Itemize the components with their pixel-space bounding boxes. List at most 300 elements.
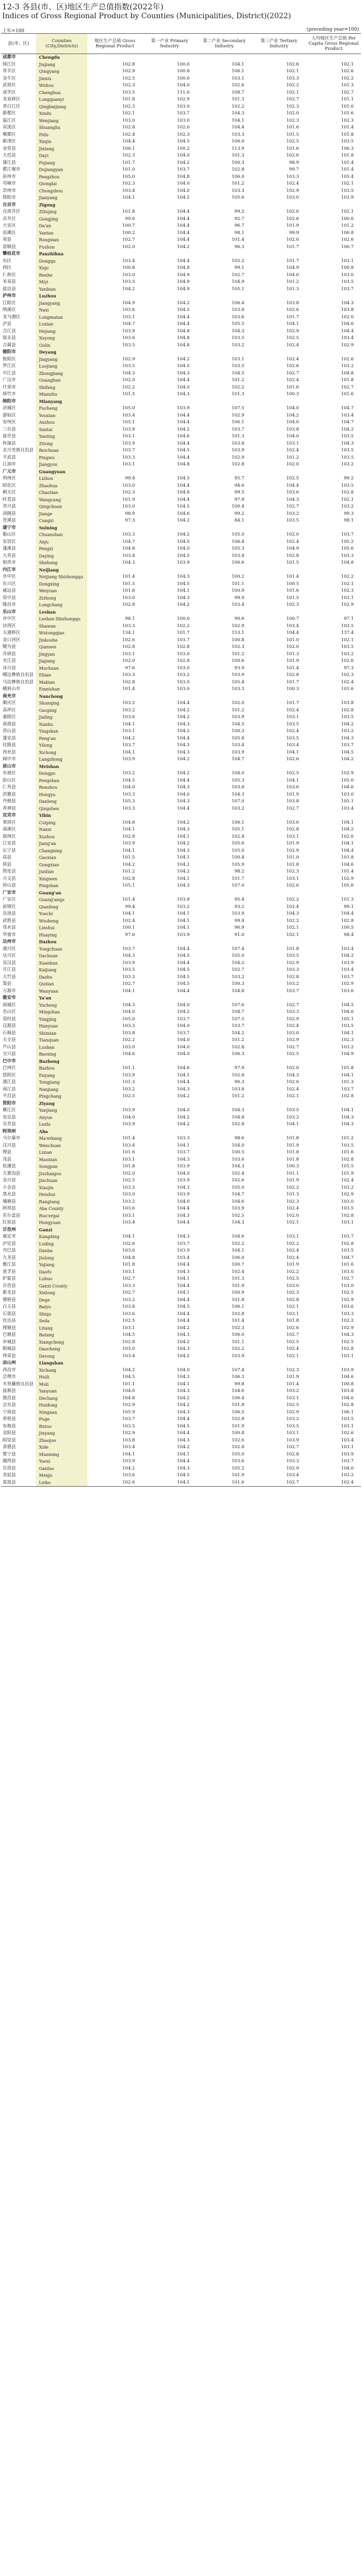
cell-tertiary: 104.9 (286, 265, 299, 270)
cell-grp: 103.3 (122, 532, 135, 537)
cell-tertiary: 101.8 (286, 862, 299, 867)
cell-county-en: Jingyang (36, 356, 87, 363)
cell-per-capita: 103.8 (341, 700, 354, 706)
cell-secondary: 102.2 (231, 1241, 244, 1246)
cell-secondary: 99.9 (234, 595, 244, 601)
cell-per-capita: 103.5 (341, 454, 354, 460)
table-row (1, 244, 361, 251)
cell-county-en: Jiange (36, 511, 87, 518)
cell-primary: 104.5 (177, 974, 190, 980)
cell-tertiary (252, 1100, 306, 1108)
cell-county-cn: 会理市 (3, 1374, 16, 1380)
cell-tertiary (252, 1227, 306, 1234)
cell-county-en: Jintang (36, 146, 87, 153)
region-row (1, 1227, 361, 1234)
cell-secondary: 103.9 (231, 1206, 244, 1211)
table-row (1, 300, 361, 307)
cell-grp: 103.1 (122, 314, 135, 320)
cell-primary: 104.0 (177, 1023, 190, 1029)
cell-grp (87, 812, 142, 819)
table-row (1, 960, 361, 967)
cell-county-cn: 中江县 (3, 370, 16, 376)
cell-county-en: Yanyuan (36, 1388, 87, 1395)
cell-county-en: Zitong (36, 440, 87, 448)
cell-primary: 104.6 (177, 511, 190, 516)
cell-county-en: Mingshan (36, 1009, 87, 1016)
cell-primary: 111.6 (177, 89, 190, 95)
cell-county-cn: 广安区 (3, 897, 16, 902)
table-row (1, 61, 361, 69)
cell-tertiary: 101.3 (286, 286, 299, 292)
cell-per-capita: 103.7 (341, 532, 354, 537)
cell-tertiary: 101.4 (286, 1381, 299, 1387)
cell-per-capita: 104.7 (341, 1255, 354, 1260)
cell-primary: 104.5 (177, 363, 190, 369)
cell-primary: 104.1 (177, 1290, 190, 1295)
table-row (1, 75, 361, 83)
table-row (1, 447, 361, 454)
cell-grp: 102.0 (122, 378, 135, 383)
cell-grp (87, 567, 142, 574)
cell-grp: 103.1 (122, 728, 135, 734)
cell-primary: 104.2 (177, 714, 190, 720)
cell-primary (142, 1360, 197, 1367)
cell-per-capita: 103.0 (341, 1283, 354, 1289)
table-body (1, 54, 361, 1487)
cell-primary: 103.2 (177, 904, 190, 909)
cell-primary: 103.0 (177, 665, 190, 671)
cell-tertiary: 102.9 (286, 1409, 299, 1415)
cell-tertiary (252, 1360, 306, 1367)
cell-county-en: Chenghua (36, 89, 87, 97)
cell-tertiary: 102.4 (286, 1248, 299, 1253)
cell-tertiary: 102.8 (286, 974, 299, 980)
cell-grp: 103.6 (122, 1248, 135, 1253)
table-row (1, 1072, 361, 1079)
cell-county-en: Guang'an (36, 890, 87, 897)
cell-primary: 104.4 (177, 960, 190, 966)
cell-secondary: 102.9 (231, 623, 244, 629)
cell-per-capita (306, 349, 361, 356)
cell-county-en: Jianyang (36, 194, 87, 202)
cell-tertiary: 102.4 (286, 181, 299, 186)
cell-county-en: Yanting (36, 433, 87, 440)
cell-per-capita: 104.2 (341, 757, 354, 762)
cell-county-en: Pujiang (36, 160, 87, 167)
cell-county-cn: 芦山县 (3, 1044, 16, 1050)
cell-tertiary: 102.8 (286, 827, 299, 832)
cell-county-en: Linshui (36, 925, 87, 932)
cell-secondary: 84.1 (234, 518, 244, 523)
cell-county-en: Aba (36, 1128, 87, 1136)
cell-tertiary: 102.7 (286, 504, 299, 509)
cell-per-capita: 102.1 (341, 181, 354, 186)
table-title-en: Indices of Gross Regional Product by Counties (Municipalities, District)(2022) (2, 12, 291, 20)
cell-per-capita: 101.3 (341, 83, 354, 88)
cell-county-cn: 布拖县 (3, 1423, 16, 1429)
cell-county-en: Shuangliu (36, 124, 87, 132)
cell-tertiary: 101.7 (286, 314, 299, 320)
cell-county-en: Jinchuan (36, 1177, 87, 1185)
table-row (1, 1269, 361, 1276)
cell-county-en: Wutongqiao (36, 630, 87, 637)
cell-county-cn: 米易县 (3, 279, 16, 284)
cell-grp: 104.3 (122, 560, 135, 565)
cell-primary: 102.0 (177, 125, 190, 130)
cell-secondary: 104.8 (231, 1114, 244, 1120)
cell-grp: 101.6 (122, 1150, 135, 1155)
cell-secondary: 102.5 (231, 1213, 244, 1218)
cell-county-cn: 高坪区 (3, 707, 16, 713)
cell-per-capita: 105.1 (341, 1016, 354, 1022)
cell-secondary: 104.7 (231, 1192, 244, 1197)
cell-county-cn: 郫都区 (3, 132, 16, 137)
table-row (1, 405, 361, 412)
cell-primary: 104.5 (177, 953, 190, 958)
cell-primary: 104.5 (177, 448, 190, 453)
cell-county-en: Jiangyang (36, 300, 87, 307)
cell-tertiary: 100.3 (286, 686, 299, 692)
cell-secondary: 103.9 (231, 749, 244, 755)
table-row (1, 1219, 361, 1227)
cell-primary: 104.8 (177, 462, 190, 467)
cell-secondary (197, 567, 252, 574)
cell-per-capita: 103.1 (341, 1353, 354, 1359)
cell-primary (142, 567, 197, 574)
cell-grp (87, 995, 142, 1002)
cell-primary: 103.0 (177, 103, 190, 109)
cell-county-cn: 泸定县 (3, 1241, 16, 1246)
cell-primary: 104.0 (177, 1367, 190, 1373)
cell-grp: 103.9 (122, 328, 135, 334)
cell-per-capita (306, 1128, 361, 1136)
cell-secondary: 100.3 (231, 728, 244, 734)
cell-county-cn: 石棉县 (3, 1030, 16, 1036)
cell-secondary: 104.2 (231, 960, 244, 966)
cell-county-cn: 船山区 (3, 532, 16, 537)
cell-county-cn: 成华区 (3, 89, 16, 95)
cell-tertiary: 102.1 (286, 1353, 299, 1359)
cell-primary: 104.5 (177, 967, 190, 972)
cell-tertiary: 104.9 (286, 546, 299, 551)
cell-primary: 104.4 (177, 497, 190, 502)
cell-primary: 104.2 (177, 728, 190, 734)
cell-county-cn: 大安区 (3, 223, 16, 228)
cell-grp (87, 469, 142, 476)
cell-per-capita: 101.8 (341, 132, 354, 137)
cell-per-capita: 102.8 (341, 1241, 354, 1246)
cell-tertiary: 103.4 (286, 623, 299, 629)
cell-per-capita: 103.1 (341, 595, 354, 601)
table-row (1, 1037, 361, 1044)
table-row (1, 742, 361, 749)
cell-county-cn: 巴塘县 (3, 1332, 16, 1337)
cell-grp: 104.7 (122, 539, 135, 544)
cell-county-cn: 沿滩区 (3, 230, 16, 236)
cell-grp: 102.3 (122, 103, 135, 109)
cell-county-cn: 金川县 (3, 1178, 16, 1183)
table-row (1, 588, 361, 595)
cell-tertiary: 103.1 (286, 1395, 299, 1401)
cell-county-en: Muli (36, 1381, 87, 1388)
cell-secondary: 99.2 (234, 511, 244, 516)
cell-per-capita: 103.4 (341, 805, 354, 811)
cell-grp: 101.8 (122, 97, 135, 102)
table-row (1, 1423, 361, 1430)
cell-grp: 103.5 (122, 342, 135, 348)
table-row (1, 426, 361, 434)
cell-per-capita: 103.0 (341, 791, 354, 797)
cell-primary (142, 469, 197, 476)
cell-per-capita: 102.2 (341, 1318, 354, 1323)
cell-grp: 102.5 (122, 1318, 135, 1323)
cell-county-en: Yajiang (36, 1261, 87, 1269)
cell-tertiary: 102.7 (252, 1479, 306, 1487)
cell-county-en: Bazhong (36, 1058, 87, 1065)
cell-county-cn: 通川区 (3, 946, 16, 952)
cell-county-cn: 安岳县 (3, 1114, 16, 1120)
cell-secondary: 104.2 (231, 1030, 244, 1036)
table-row (1, 1381, 361, 1388)
cell-grp: 104.2 (122, 1465, 135, 1471)
cell-county-cn: 旌阳区 (3, 356, 16, 362)
region-row (1, 1058, 361, 1065)
cell-secondary: 101.4 (231, 1318, 244, 1323)
cell-tertiary: 104.3 (286, 911, 299, 916)
cell-tertiary: 103.1 (286, 1430, 299, 1436)
cell-county-en: Shiqu (36, 1311, 87, 1318)
cell-secondary: 106.0 (231, 1255, 244, 1260)
cell-secondary: 106.4 (231, 539, 244, 544)
cell-county-en: Bazhou (36, 1065, 87, 1072)
cell-grp: 103.9 (122, 757, 135, 762)
cell-county-en: Mianyang (36, 398, 87, 406)
cell-primary: 104.0 (177, 1170, 190, 1176)
cell-county-en: Huaying (36, 932, 87, 939)
cell-secondary: 104.8 (231, 988, 244, 994)
cell-primary: 104.3 (177, 1374, 190, 1380)
cell-per-capita: 104.6 (341, 785, 354, 790)
cell-per-capita: 102.6 (341, 237, 354, 242)
cell-county-cn: 丹棱县 (3, 799, 16, 804)
cell-primary: 104.3 (177, 721, 190, 727)
table-row (1, 82, 361, 89)
cell-grp: 103.1 (122, 651, 135, 657)
cell-secondary: 103.9 (231, 672, 244, 678)
cell-primary: 104.3 (177, 743, 190, 748)
table-row (1, 1191, 361, 1199)
cell-county-en: Cangxi (36, 517, 87, 525)
cell-county-en: Huidong (36, 1402, 87, 1409)
cell-primary: 104.3 (177, 1332, 190, 1337)
cell-per-capita: 102.9 (341, 981, 354, 986)
cell-per-capita: 104.1 (341, 1072, 354, 1078)
cell-secondary: 103.8 (231, 785, 244, 790)
cell-secondary: 104.9 (231, 279, 244, 284)
cell-grp: 103.0 (122, 483, 135, 488)
cell-primary: 102.2 (177, 623, 190, 629)
cell-per-capita: 99.2 (344, 476, 354, 481)
cell-county-cn: 东坡区 (3, 771, 16, 776)
cell-per-capita: 105.1 (341, 799, 354, 804)
cell-county-cn: 江安县 (3, 841, 16, 846)
cell-grp (87, 609, 142, 616)
table-row (1, 384, 361, 392)
cell-county-cn: 前锋区 (3, 904, 16, 909)
cell-grp: 104.5 (122, 1332, 135, 1337)
cell-tertiary: 101.3 (286, 651, 299, 657)
cell-county-en: Jinyang (36, 1430, 87, 1437)
cell-county-en: Luding (36, 1241, 87, 1248)
cell-county-en: Yanbian (36, 286, 87, 293)
cell-secondary: 106.0 (231, 139, 244, 144)
cell-secondary: 102.6 (231, 1178, 244, 1183)
cell-county-en: Nanbu (36, 721, 87, 728)
cell-tertiary: 102.9 (286, 188, 299, 193)
cell-per-capita: 103.5 (341, 644, 354, 649)
table-row (1, 967, 361, 974)
cell-county-cn: 营山县 (3, 728, 16, 734)
cell-county-en: Yilong (36, 742, 87, 749)
cell-county-en: Neijiang (36, 567, 87, 574)
cell-grp: 104.1 (122, 1451, 135, 1457)
table-row (1, 595, 361, 602)
cell-tertiary (252, 469, 306, 476)
cell-primary: 101.7 (177, 630, 190, 635)
cell-per-capita: 102.2 (341, 75, 354, 81)
table-row (1, 953, 361, 960)
cell-per-capita: 102.9 (341, 876, 354, 881)
cell-grp: 104.4 (122, 139, 135, 144)
cell-county-en: Jinniu (36, 75, 87, 83)
cell-grp: 102.6 (122, 637, 135, 643)
cell-county-cn: 德昌县 (3, 1395, 16, 1401)
cell-secondary (197, 251, 252, 258)
cell-per-capita: 102.4 (341, 679, 354, 685)
cell-county-cn: 阿坝州 (3, 1128, 16, 1134)
cell-grp: 101.8 (122, 1262, 135, 1267)
cell-grp: 100.1 (122, 925, 135, 930)
cell-tertiary: 103.2 (286, 1114, 299, 1120)
cell-per-capita: 100.7 (341, 244, 354, 250)
cell-secondary (197, 54, 252, 61)
cell-per-capita: 102.8 (341, 1094, 354, 1099)
cell-tertiary: 102.2 (286, 1185, 299, 1190)
cell-secondary: 105.8 (231, 735, 244, 741)
cell-per-capita: 103.1 (341, 258, 354, 264)
cell-secondary: 100.2 (231, 574, 244, 579)
table-row (1, 637, 361, 644)
cell-primary (142, 1058, 197, 1065)
cell-per-capita (306, 890, 361, 897)
cell-county-cn: 峨边彝族自治县 (3, 672, 34, 678)
cell-grp: 104.2 (122, 862, 135, 867)
cell-per-capita: 103.8 (341, 1388, 354, 1394)
cell-grp: 102.7 (122, 237, 135, 242)
cell-secondary: 101.9 (231, 1423, 244, 1429)
table-row (1, 1451, 361, 1459)
cell-county-en: Hejiang (36, 328, 87, 335)
cell-per-capita: 105.4 (341, 174, 354, 179)
cell-county-cn: 南部县 (3, 721, 16, 727)
cell-primary: 104.4 (177, 314, 190, 320)
table-row (1, 679, 361, 686)
cell-secondary: 103.2 (231, 974, 244, 980)
cell-grp: 105.0 (122, 406, 135, 411)
cell-county-en: Guangyuan (36, 469, 87, 476)
cell-per-capita: 102.0 (341, 314, 354, 320)
table-row (1, 910, 361, 918)
region-row (1, 939, 361, 946)
cell-county-en: Fucheng (36, 405, 87, 412)
cell-grp: 104.8 (122, 546, 135, 551)
cell-grp: 102.7 (122, 1290, 135, 1295)
cell-primary (142, 995, 197, 1002)
table-row (1, 672, 361, 679)
cell-county-cn: 新津区 (3, 139, 16, 144)
cell-county-en: Puge (36, 1416, 87, 1423)
cell-county-cn: 翠屏区 (3, 819, 16, 825)
cell-tertiary: 102.4 (286, 378, 299, 383)
cell-primary: 104.2 (177, 1114, 190, 1120)
cell-secondary: 102.2 (231, 103, 244, 109)
cell-per-capita: 102.1 (341, 497, 354, 502)
cell-primary: 104.4 (177, 735, 190, 741)
cell-secondary: 106.3 (231, 1374, 244, 1380)
cell-county-en: Pingchang (36, 1093, 87, 1100)
region-row (1, 812, 361, 819)
cell-county-en: Seda (36, 1318, 87, 1325)
cell-grp: 104.3 (122, 953, 135, 958)
cell-primary: 104.1 (177, 588, 190, 593)
cell-grp: 102.0 (122, 658, 135, 663)
cell-secondary: 100.8 (231, 637, 244, 643)
cell-per-capita: 104.0 (341, 1465, 354, 1471)
cell-secondary: 105.0 (231, 1451, 244, 1457)
cell-county-cn: 青川县 (3, 504, 16, 509)
cell-primary: 104.3 (177, 1185, 190, 1190)
cell-county-en: Zhaohua (36, 483, 87, 490)
cell-secondary: 104.0 (231, 1142, 244, 1148)
cell-primary: 104.2 (177, 1445, 190, 1450)
table-row (1, 770, 361, 777)
cell-county-cn: 合江县 (3, 328, 16, 334)
cell-primary: 104.4 (177, 216, 190, 222)
cell-per-capita: 102.8 (341, 490, 354, 495)
cell-per-capita: 104.8 (341, 560, 354, 565)
cell-county-cn: 大邑县 (3, 153, 16, 158)
cell-county-en: Longmatan (36, 314, 87, 321)
cell-secondary: 104.6 (231, 1199, 244, 1204)
cell-per-capita: 102.9 (341, 1325, 354, 1331)
cell-per-capita (306, 995, 361, 1002)
cell-county-cn: 北川羌族自治县 (3, 448, 34, 453)
cell-tertiary: 102.5 (286, 1276, 299, 1281)
region-row (1, 293, 361, 300)
cell-tertiary: 100.3 (286, 392, 299, 397)
cell-secondary: 103.8 (231, 440, 244, 446)
cell-county-cn: 彭山区 (3, 777, 16, 783)
cell-county-cn: 汶川县 (3, 1142, 16, 1148)
cell-secondary: 101.8 (231, 1402, 244, 1408)
table-row (1, 497, 361, 504)
cell-county-en: Songpan (36, 1163, 87, 1170)
cell-primary: 104.1 (177, 834, 190, 839)
cell-grp: 103.1 (122, 434, 135, 439)
region-row (1, 763, 361, 771)
cell-county-cn: 乐至县 (3, 1122, 16, 1127)
cell-primary: 104.5 (177, 553, 190, 558)
